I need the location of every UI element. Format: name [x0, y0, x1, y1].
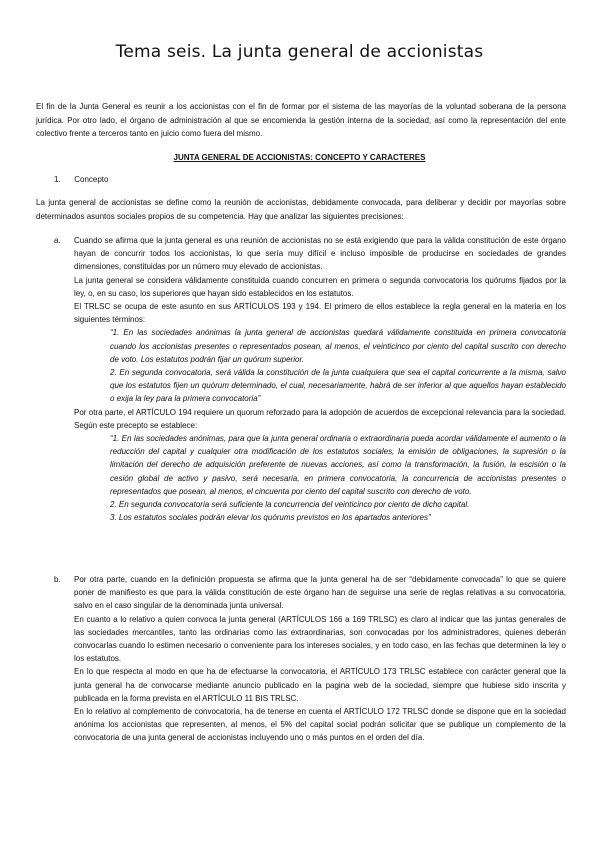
- quote-paragraph: 2. En segunda convocatoria, será válida la constitución de la junta cualquiera que sea el capital concurrente a la misma, salvo que los estatutos fijen un quórum determinado, el cual, necesariamente, habrá de ser inferior al que aquellos hayan establecido o exija la ley para la primera convocatoria”: [110, 368, 566, 404]
- quote-paragraph: 3. Los estatutos sociales podrán elevar los quórums previstos en los apartados anteriores”: [110, 513, 431, 523]
- list-marker: a.: [54, 236, 61, 245]
- list-marker: b.: [54, 575, 61, 584]
- paragraph: En lo relativo al complemento de convocatoria, ha de tenerse en cuenta el ARTÍCULO 172 TRLSC donde se dispone que en la sociedad anónima los accionistas que representen, al menos, el 5% del capital social podrán solicitar que se publique un complemento de la convocatoria de una junta general de accionistas incluyendo uno o más puntos en el orden del día.: [74, 707, 566, 743]
- definition-paragraph: La junta general de accionistas se define como la reunión de accionistas, debidamente convocada, para deliberar y decidir por mayorías sobre determinados asuntos sociales propios de su competencia. Hay que analizar las siguientes precisiones:: [36, 198, 566, 221]
- paragraph: En lo que respecta al modo en que ha de efectuarse la convocatoria, el ARTÍCULO 173 TRLSC establece con carácter general que la junta general ha de convocarse mediante anuncio publicado en la pagina web de la sociedad, siempre que hubiese sido inscrita y publicada en la forma prevista en el ARTÍCULO 11 BIS TRLSC.: [74, 667, 566, 703]
- intro-paragraph: El fin de la Junta General es reunir a los accionistas con el fin de formar por el sistema de las mayorías de la voluntad soberana de la persona jurídica. Por otro lado, el órgano de administración al que se encomienda la gestión interna de la sociedad, así como la representación del ente colectivo frente a terceros tanto en juicio como fuera del mismo.: [36, 102, 566, 138]
- page-title: Tema seis. La junta general de accionistas: [115, 42, 484, 62]
- paragraph: Cuando se afirma que la junta general es una reunión de accionistas no se está exigiendo que para la válida constitución de este órgano hayan de concurrir todos los accionistas, lo que sería muy difícil e incluso imposible de producirse en sociedades de grandes dimensiones, constituidas por un número muy elevado de accionistas.: [74, 236, 566, 272]
- paragraph: Por otra parte, el ARTÍCULO 194 requiere un quorum reforzado para la adopción de acuerdos de excepcional relevancia para la sociedad. Según este precepto se establece:: [74, 407, 566, 430]
- list-item-body: [74, 234, 566, 524]
- paragraph: Por otra parte, cuando en la definición propuesta se afirma que la junta general ha de ser “debidamente convocada” lo que se quiere poner de manifiesto es que para la válida constitución de este órgano han de seguirse una serie de reglas relativas a su convocatoria, salvo en el caso singular de la denominada junta universal.: [74, 575, 566, 611]
- subsection-concept: [54, 175, 108, 184]
- subsection-number: 1.: [54, 175, 61, 184]
- list-item-body: [74, 573, 566, 745]
- quote-paragraph: “1. En las sociedades anónimas la junta general de accionistas quedará válidamente constituida en primera convocatoria cuando los accionistas presentes o representados posean, al menos, el veinticinco por ciento del capital suscrito con derecho de voto. Los estatutos podrán fijar un quórum superior.: [110, 328, 566, 364]
- paragraph: En cuanto a lo relativo a quien convoca la junta general (ARTÍCULOS 166 a 169 TRLSC) es claro al indicar que las juntas generales de las sociedades mercantiles, tanto las ordinarias como las extraordinarias, son convocadas por los administradores, quienes deberán convocarlas cuando lo estimen necesario o conveniente para los intereses sociales, y en todo caso, en las fechas que determinen la ley o los estatutos.: [74, 614, 566, 664]
- paragraph: El TRLSC se ocupa de este asunto en sus ARTÍCULOS 193 y 194. El primero de ellos establece la regla general en la materia en los siguientes términos:: [74, 302, 566, 325]
- subsection-label: Concepto: [74, 175, 109, 184]
- section-heading: JUNTA GENERAL DE ACCIONISTAS: CONCEPTO Y CARACTERES: [173, 153, 426, 162]
- quote-paragraph: “1. En las sociedades anónimas, para que la junta general ordinaria o extraordinaria pueda acordar válidamente el aumento o la reducción del capital y cualquier otra modificación de los estatutos sociales, la emisión de obligaciones, la supresión o la limitación del derecho de adquisición preferente de nuevas acciones, así como la transformación, la fusión, la escisión o la cesión global de activo y pasivo, será necesaria, en primera convocatoria, la concurrencia de accionistas presentes o representados que posean, al menos, el cincuenta por ciento del capital suscrito con derecho de voto.: [110, 434, 566, 496]
- paragraph: La junta general se considera válidamente constituida cuando concurren en primera o segunda convocatoria los quórums fijados por la ley, o, en su caso, los superiores que hayan sido establecidos en los estatutos.: [74, 275, 566, 298]
- quote-paragraph: 2. En segunda convocatoria será suficiente la concurrencia del veinticinco por ciento de dicho capital.: [110, 500, 470, 510]
